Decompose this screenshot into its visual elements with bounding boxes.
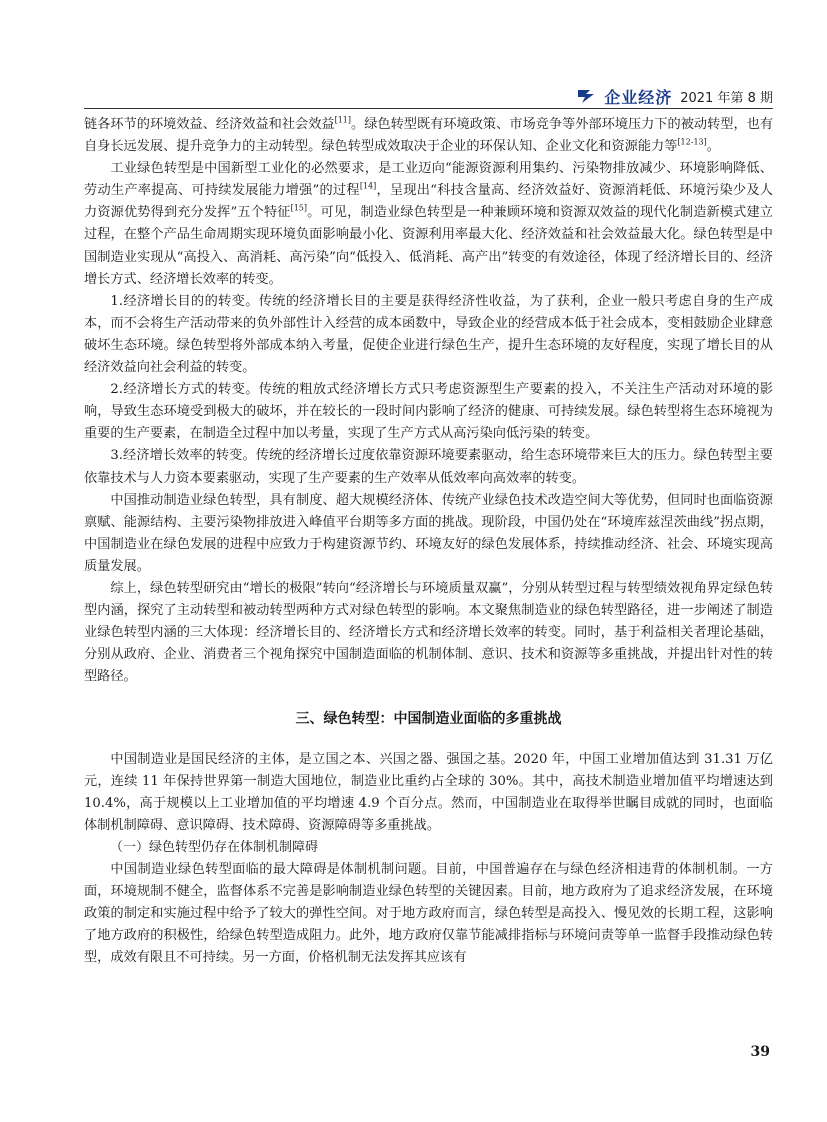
- journal-issue: 2021 年第 8 期: [680, 90, 773, 106]
- citation[interactable]: [11]: [334, 115, 351, 125]
- paragraph: 中国推动制造业绿色转型，具有制度、超大规模经济体、传统产业绿色技术改造空间大等优势，但同时也面临资源禀赋、能源结构、主要污染物排放进入峰值平台期等多方面的挑战。现阶段，中国仍处在“环境库兹涅茨曲线”拐点期，中国制造业在绿色发展的进程中应致力于构建资源节约、环境友好的绿色发展体系，持续推动经济、社会、环境实现高质量发展。: [84, 492, 773, 574]
- paragraph: 综上，绿色转型研究由“增长的极限”转向“经济增长与环境质量双赢”，分别从转型过程与转型绩效视角界定绿色转型内涵，探究了主动转型和被动转型两种方式对绿色转型的影响。本文聚焦制造业的绿色转型路径，进一步阐述了制造业绿色转型内涵的三大体现：经济增长目的、经济增长方式和经济增长效率的转变。同时，基于利益相关者理论基础，分别从政府、企业、消费者三个视角探究中国制造面临的机制体制、意识、技术和资源等多重挑战，并提出针对性的转型路径。: [84, 580, 773, 685]
- header-rule: [84, 108, 773, 109]
- paragraph: 3.经济增长效率的转变。传统的经济增长过度依靠资源环境要素驱动，给生态环境带来巨大的压力。绿色转型主要依靠技术与人力资本要素驱动，实现了生产要素的生产效率从低效率向高效率的转变。: [84, 448, 773, 486]
- journal-logo-icon: [576, 87, 596, 105]
- citation[interactable]: [14]: [359, 181, 377, 191]
- citation[interactable]: [15]: [290, 203, 307, 213]
- citation[interactable]: [12-13]: [677, 137, 707, 147]
- paragraph: 工业绿色转型是中国新型工业化的必然要求，是工业迈向“能源资源利用集约、污染物排放减少、环境影响降低、劳动生产率提高、可持续发展能力增强”的过程[14]，呈现出“科技含量高、经济效益好、资源消耗低、环境污染少及人力资源优势得到充分发挥”五个特征[15]。可见，制造业绿色转型是一种兼顾环境和资源双效益的现代化制造新模式建立过程，在整个产品生命周期实现环境负面影响最小化、资源利用率最大化、经济效益和社会效益最大化。绿色转型是中国制造业实现从“高投入、高消耗、高污染”向“低投入、低消耗、高产出”转变的有效途径，体现了经济增长目的、经济增长方式、经济增长效率的转变。: [84, 161, 773, 287]
- paragraph: 中国制造业绿色转型面临的最大障碍是体制机制问题。目前，中国普遍存在与绿色经济相违背的体制机制。一方面，环境规制不健全，监督体系不完善是影响制造业绿色转型的关键因素。目前，地方政府为了追求经济发展，在环境政策的制定和实施过程中给予了较大的弹性空间。对于地方政府而言，绿色转型是高投入、慢见效的长期工程，这影响了地方政府的积极性，给绿色转型造成阻力。此外，地方政府仅靠节能减排指标与环境问责等单一监督手段推动绿色转型，成效有限且不可持续。另一方面，价格机制无法发挥其应该有: [84, 862, 773, 966]
- paragraph: 中国制造业是国民经济的主体，是立国之本、兴国之器、强国之基。2020 年，中国工业增加值达到 31.31 万亿元，连续 11 年保持世界第一制造大国地位，制造业比重约占全球的 30%。其中，高技术制造业增加值平均增速达到 10.4%，高于规模以上工业增加值的平均增速 4.9 个百分点。然而，中国制造业在取得举世瞩目成就的同时，也面临体制机制障碍、意识障碍、技术障碍、资源障碍等多重挑战。: [84, 751, 773, 833]
- section-title: 三、绿色转型：中国制造业面临的多重挑战: [295, 711, 562, 728]
- page-header: [84, 86, 773, 106]
- journal-name: 企业经济: [604, 87, 673, 107]
- paragraph: 链各环节的环境效益、经济效益和社会效益[11]。绿色转型既有环境政策、市场竞争等外部环境压力下的被动转型，也有自身长远发展、提升竞争力的主动转型。绿色转型成效取决于企业的环保认知、企业文化和资源能力等[12-13]。: [84, 115, 774, 155]
- article-body: [84, 114, 773, 969]
- subsection-title: （一）绿色转型仍存在体制机制障碍: [110, 839, 319, 855]
- page-number: 39: [750, 1044, 770, 1060]
- paragraph: 1.经济增长目的的转变。传统的经济增长目的主要是获得经济性收益，为了获利，企业一般只考虑自身的生产成本，而不会将生产活动带来的负外部性计入经营的成本函数中，导致企业的经营成本低于社会成本，变相鼓励企业肆意破坏生态环境。绿色转型将外部成本纳入考量，促使企业进行绿色生产，提升生态环境的友好程度，实现了增长目的从经济效益向社会利益的转变。: [84, 293, 773, 376]
- paragraph: 2.经济增长方式的转变。传统的粗放式经济增长方式只考虑资源型生产要素的投入，不关注生产活动对环境的影响，导致生态环境受到极大的破坏，并在较长的一段时间内影响了经济的健康、可持续发展。绿色转型将生态环境视为重要的生产要素，在制造全过程中加以考量，实现了生产方式从高污染向低污染的转变。: [84, 382, 773, 442]
